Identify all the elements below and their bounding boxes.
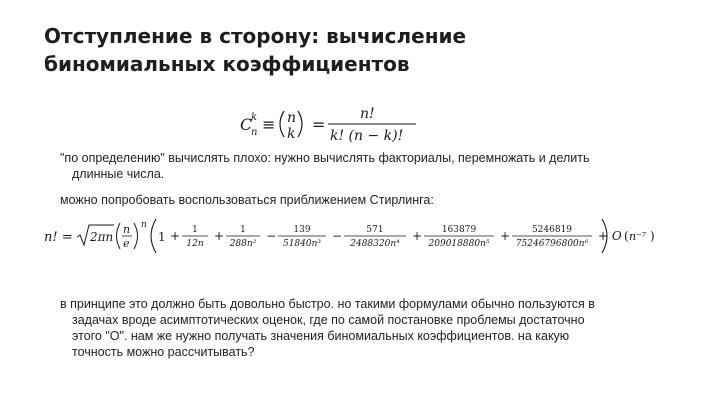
paragraph-stirling-intro: можно попробовать воспользоваться приближением Стирлинга: <box>60 193 434 207</box>
term-denominator: 51840n³ <box>282 239 322 249</box>
slide-title-line-2: биномиальных коэффициентов <box>44 52 410 76</box>
term-denominator: 288n² <box>229 239 257 249</box>
term-sign: + <box>170 229 181 243</box>
stirling-lhs: n! = <box>44 230 73 245</box>
binom-c-superscript: k <box>251 112 258 123</box>
big-o-close: ) <box>650 229 655 243</box>
term-sign: + <box>500 229 511 243</box>
term-numerator: 139 <box>293 225 311 235</box>
binom-left-paren <box>280 111 284 137</box>
term-numerator: 571 <box>366 225 384 235</box>
term-numerator: 163879 <box>441 225 477 235</box>
binom-top: n <box>287 110 297 126</box>
paragraph-conclusion-line-3: этого "O". нам же нужно получать значения биномиальных коэффициентов. на какую <box>72 329 570 343</box>
paragraph-conclusion-line-2: задачах вроде асимптотических оценок, где по самой постановке проблемы достаточно <box>72 313 585 327</box>
stirling-frac-e: e <box>123 237 130 250</box>
term-sign: − <box>266 229 277 243</box>
binom-bottom: k <box>287 126 296 142</box>
term-denominator: 75246796800n⁶ <box>515 239 589 249</box>
binom-right-paren <box>298 111 302 137</box>
slide-title <box>44 22 684 78</box>
big-o-open: ( <box>624 229 629 243</box>
term-numerator: 1 <box>240 225 246 235</box>
stirling-frac-n: n <box>123 223 131 236</box>
series-left-paren <box>151 219 156 253</box>
paragraph-definition-line-2: длинные числа. <box>72 167 165 181</box>
binom-equiv: ≡ <box>262 115 276 134</box>
stirling-left-paren <box>117 223 121 249</box>
paragraph-definition <box>60 150 700 182</box>
big-o: + O <box>598 229 622 243</box>
series-one: 1 <box>158 230 166 244</box>
term-sign: − <box>332 229 343 243</box>
big-o-argument: n⁻⁷ <box>629 230 647 243</box>
term-denominator: 2488320n⁴ <box>350 239 400 249</box>
sqrt-content: 2πn <box>90 230 114 244</box>
paragraph-conclusion <box>60 296 710 360</box>
stirling-exponent: n <box>141 220 147 230</box>
stirling-formula <box>44 215 655 257</box>
term-sign: + <box>214 229 225 243</box>
term-sign: + <box>412 229 423 243</box>
binom-c-subscript: n <box>251 127 258 138</box>
binomial-formula <box>240 103 440 145</box>
binom-equals: = <box>312 115 326 134</box>
stirling-right-paren <box>134 223 138 249</box>
series-terms <box>170 225 655 249</box>
slide-title-line-1: Отступление в сторону: вычисление <box>44 24 467 48</box>
binom-denominator: k! (n − k)! <box>330 128 404 144</box>
binom-c: C <box>240 115 253 134</box>
term-numerator: 1 <box>192 225 198 235</box>
binom-numerator: n! <box>360 106 375 122</box>
term-denominator: 12n <box>186 239 204 249</box>
paragraph-conclusion-line-4: точность можно рассчитывать? <box>72 345 255 359</box>
paragraph-definition-line-1: "по определению" вычислять плохо: нужно вычислять факториалы, перемножать и делить <box>60 151 590 165</box>
paragraph-conclusion-line-1: в принципе это должно быть довольно быстро. но такими формулами обычно пользуются в <box>60 297 595 311</box>
term-denominator: 209018880n⁵ <box>428 239 490 249</box>
term-numerator: 5246819 <box>531 225 573 235</box>
